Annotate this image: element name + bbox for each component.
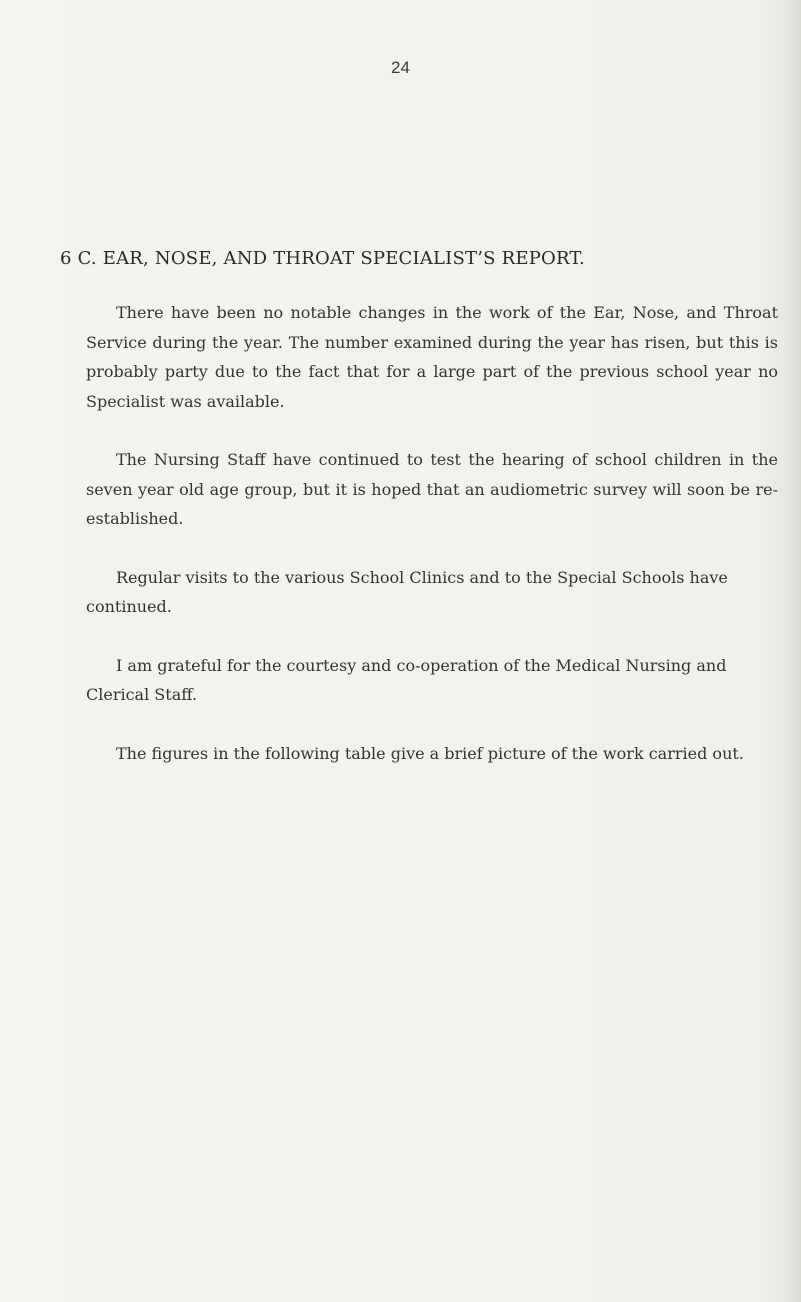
- section-heading: 6 C. EAR, NOSE, AND THROAT SPECIALIST’S REPORT.: [60, 248, 585, 269]
- report-body: [86, 298, 778, 797]
- paragraph-acknowledgement: I am grateful for the courtesy and co-operation of the Medical Nursing and Clerical Staff.: [86, 655, 727, 704]
- paragraph-clinic-visits: Regular visits to the various School Clinics and to the Special Schools have continued.: [86, 567, 728, 616]
- paragraph-table-intro: The figures in the following table give a brief picture of the work carried out.: [116, 743, 744, 763]
- paragraph-hearing-tests: The Nursing Staff have continued to test the hearing of school children in the seven year old age group, but it is hoped that an audiometric survey will soon be re-established.: [86, 450, 778, 528]
- page-number: 24: [391, 58, 410, 77]
- paragraph-service-changes: There have been no notable changes in the work of the Ear, Nose, and Throat Service during the year. The number examined during the year has risen, but this is probably party due to the fact that for a large part of the previous school year no Specialist was available.: [86, 303, 778, 411]
